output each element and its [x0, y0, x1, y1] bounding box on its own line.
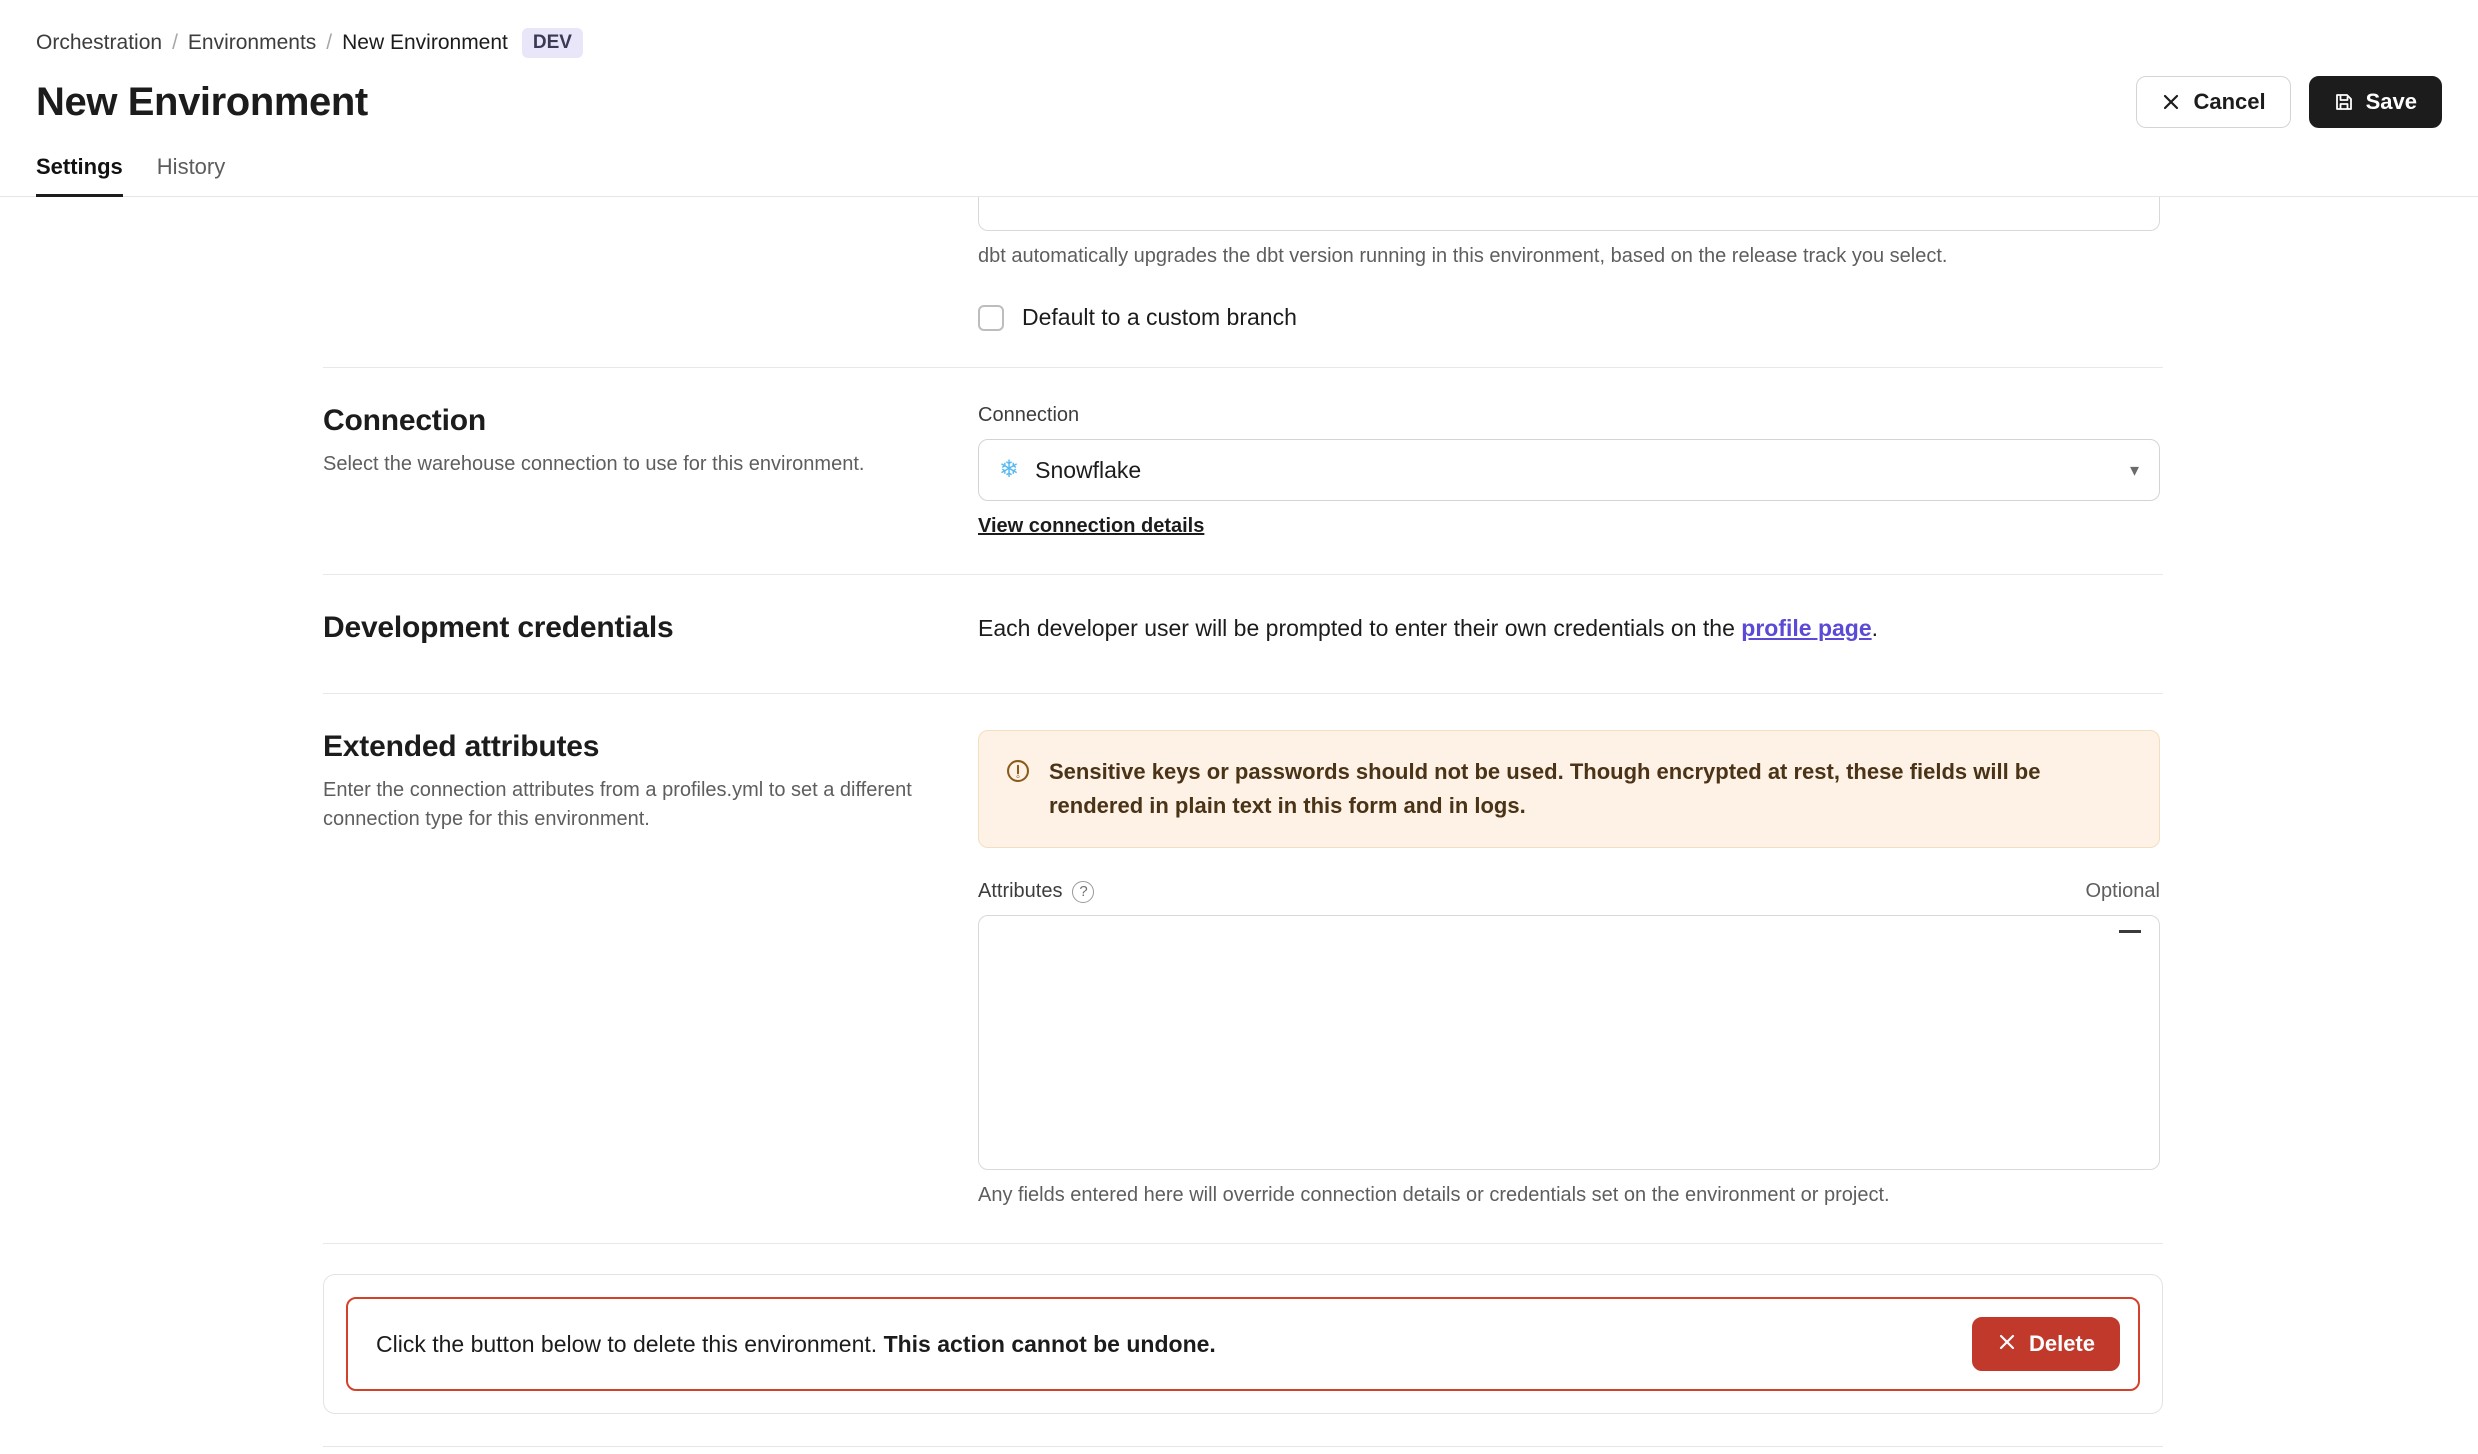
warning-icon — [1005, 758, 1031, 784]
profile-page-link[interactable]: profile page — [1741, 615, 1872, 641]
tab-history[interactable] — [157, 154, 225, 197]
connection-section-description: Select the warehouse connection to use for this environment. — [323, 453, 865, 475]
dbt-version-row — [323, 197, 2163, 368]
development-credentials-right — [978, 611, 2160, 657]
attributes-footnote: Any fields entered here will override connection details or credentials set on the environment or project. — [978, 1184, 1890, 1207]
tab-history-label: History — [156, 154, 226, 179]
save-button[interactable] — [2309, 76, 2442, 128]
cancel-button[interactable] — [2136, 76, 2290, 128]
dbt-version-left — [323, 197, 978, 331]
cancel-button-label: Cancel — [2193, 89, 2266, 114]
page-title: New Environment — [36, 79, 368, 124]
close-icon — [1997, 1332, 2017, 1356]
connection-field-label: Connection — [978, 404, 1080, 426]
header-actions — [2136, 76, 2442, 128]
delete-button-label: Delete — [2028, 1331, 2095, 1357]
tab-bar — [0, 128, 2478, 197]
help-circle-icon[interactable]: ? — [1072, 881, 1094, 903]
attributes-editor[interactable] — [978, 915, 2160, 1170]
development-credentials-left — [323, 611, 978, 657]
connection-select-value: Snowflake — [1035, 456, 1142, 483]
connection-row — [323, 368, 2163, 575]
danger-zone — [323, 1274, 2163, 1414]
delete-environment-panel — [346, 1297, 2140, 1391]
breadcrumb-separator: / — [326, 31, 333, 54]
connection-select[interactable] — [978, 439, 2160, 501]
snowflake-icon: ❄ — [999, 456, 1020, 483]
dbt-version-helper: dbt automatically upgrades the dbt version running in this environment, based on the release track you select. — [978, 245, 1948, 267]
chevron-down-icon: ▾ — [2129, 459, 2139, 480]
delete-text-before: Click the button below to delete this environment. — [376, 1330, 884, 1357]
page-header — [0, 58, 2478, 128]
dev-text-before: Each developer user will be prompted to enter their own credentials on the — [978, 615, 1742, 641]
development-credentials-text — [978, 611, 2160, 646]
environment-type-badge: DEV — [522, 28, 583, 58]
tab-settings-label: Settings — [36, 154, 123, 179]
connection-right — [978, 404, 2160, 538]
breadcrumb-item-new-environment[interactable]: New Environment — [342, 31, 508, 54]
dev-text-after: . — [1871, 615, 1879, 641]
delete-text-bold: This action cannot be undone. — [883, 1330, 1216, 1357]
save-button-label: Save — [2365, 89, 2417, 114]
extended-attributes-row — [323, 694, 2163, 1244]
attributes-label: Attributes — [978, 880, 1063, 903]
extended-attributes-description: Enter the connection attributes from a profiles.yml to set a different connection type for this environment. — [323, 779, 912, 830]
custom-branch-label: Default to a custom branch — [1022, 304, 1297, 330]
view-connection-details-link[interactable]: View connection details — [978, 515, 1205, 537]
sensitive-keys-callout — [978, 730, 2160, 848]
extended-attributes-right — [978, 730, 2160, 1207]
dbt-version-right — [978, 197, 2160, 331]
custom-branch-checkbox[interactable] — [978, 305, 1004, 331]
tab-settings[interactable] — [36, 154, 123, 197]
collapse-icon[interactable] — [2119, 930, 2141, 933]
settings-form — [0, 197, 2478, 1447]
development-credentials-title: Development credentials — [323, 611, 674, 644]
breadcrumb-item-orchestration[interactable]: Orchestration — [36, 31, 163, 54]
save-disk-icon — [2334, 92, 2354, 112]
breadcrumb-item-environments[interactable]: Environments — [187, 31, 317, 54]
extended-attributes-left — [323, 730, 978, 1207]
breadcrumb-separator: / — [172, 31, 178, 54]
extended-attributes-title: Extended attributes — [323, 730, 600, 763]
connection-left — [323, 404, 978, 538]
attributes-optional-label: Optional — [2085, 880, 2160, 903]
connection-section-title: Connection — [323, 404, 486, 437]
bottom-divider — [323, 1446, 2163, 1447]
delete-button[interactable] — [1972, 1317, 2120, 1371]
sensitive-keys-callout-text: Sensitive keys or passwords should not be used. Though encrypted at rest, these fields will be rendered in plain text in this form and in logs. — [1049, 759, 2041, 819]
close-icon — [2161, 92, 2181, 112]
custom-branch-row — [978, 304, 2160, 331]
release-track-select[interactable] — [978, 197, 2160, 231]
development-credentials-row — [323, 575, 2163, 694]
delete-environment-text — [376, 1331, 1216, 1358]
breadcrumb — [0, 0, 2478, 58]
attributes-header — [978, 880, 2160, 903]
